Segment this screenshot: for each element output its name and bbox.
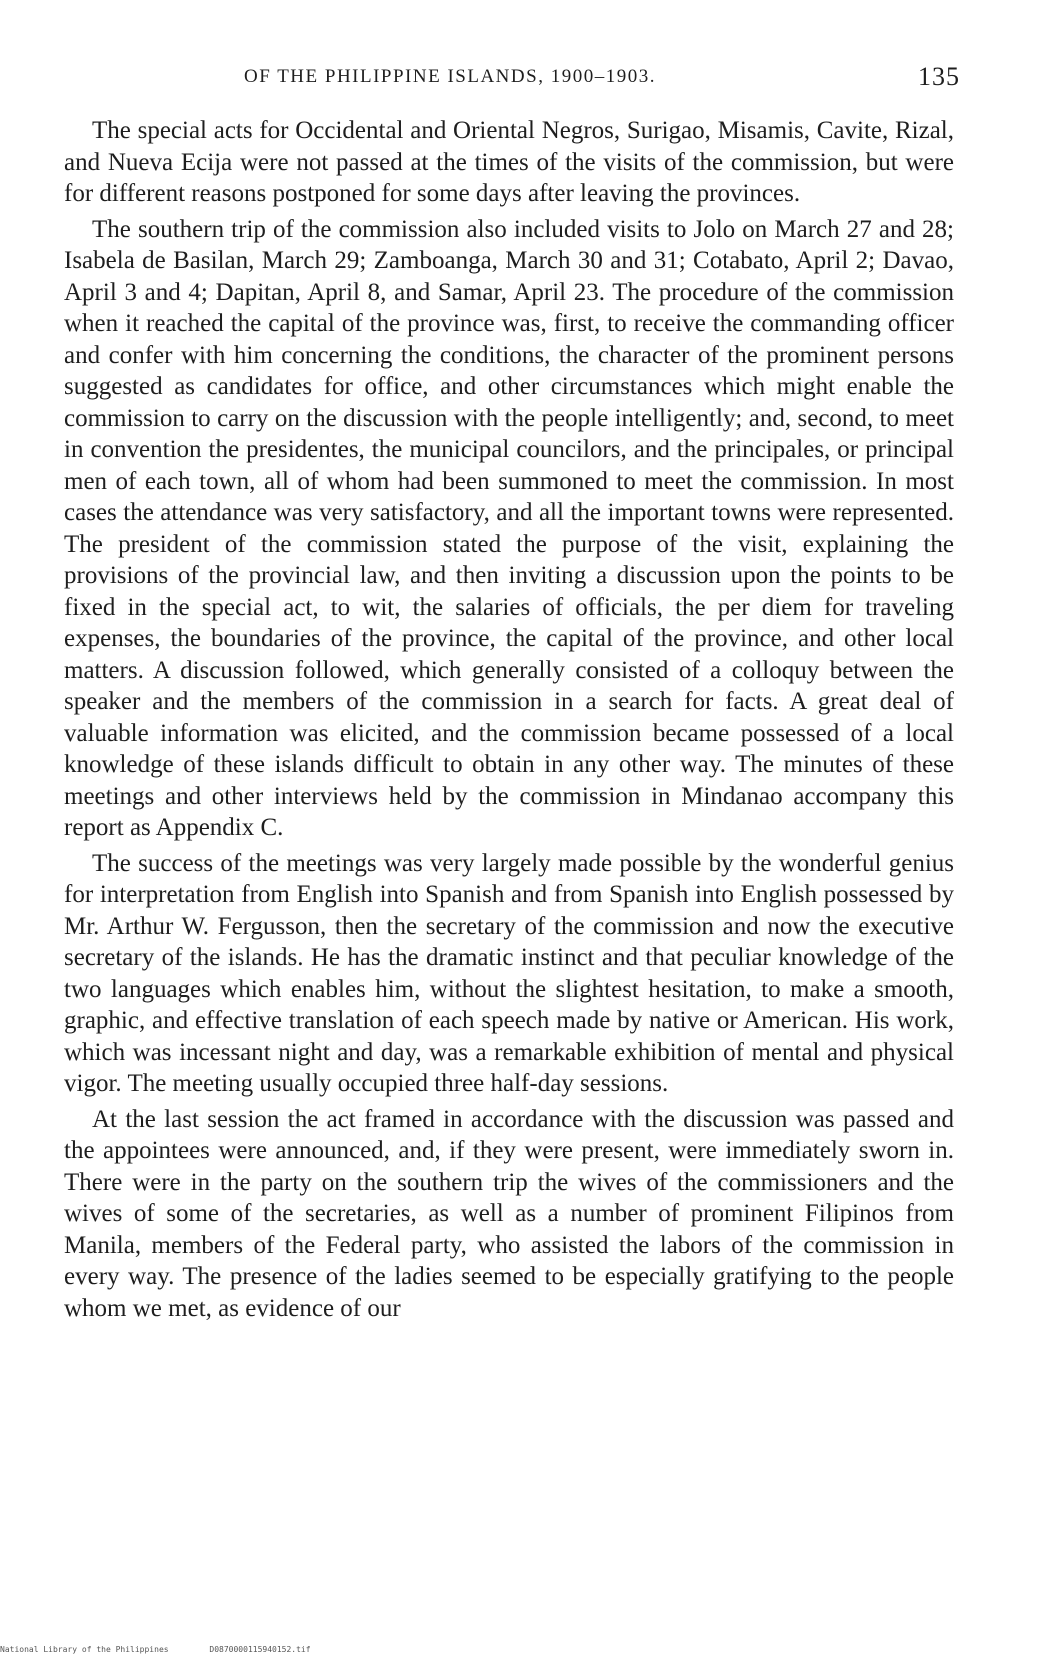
page-number: 135: [918, 62, 960, 91]
library-credit: National Library of the Philippines: [0, 1645, 169, 1654]
file-id: D0870000115940152.tif: [209, 1645, 311, 1654]
paragraph: The southern trip of the commission also included visits to Jolo on March 27 and 28; Isabela de Basilan, March 29; Zamboanga, March 30 and 31; Cotabato, April 2; Davao, April 3 and 4; Dapitan, April 8, and Samar, April 23. The procedure of the commission when it reached the capital of the province was, first, to receive the commanding officer and confer with him concerning the conditions, the character of the prominent persons suggested as candidates for office, and other circumstances which might enable the commission to carry on the discussion with the people intelligently; and, second, to meet in convention the presidentes, the municipal councilors, and the principales, or principal men of each town, all of whom had been summoned to meet the commission. In most cases the attendance was very satisfactory, and all the important towns were represented. The president of the commission stated the purpose of the visit, explaining the provisions of the provincial law, and then inviting a discussion upon the points to be fixed in the special act, to wit, the salaries of officials, the per diem for traveling expenses, the boundaries of the province, the capital of the province, and other local matters. A discussion followed, which generally consisted of a colloquy between the speaker and the members of the commission in a search for facts. A great deal of valuable information was elicited, and the commission became possessed of a local knowledge of these islands difficult to obtain in any other way. The minutes of these meetings and other interviews held by the commission in Mindanao accompany this report as Appendix C.: [64, 215, 954, 841]
paragraph: The special acts for Occidental and Oriental Negros, Surigao, Misamis, Cavite, Rizal, and Nueva Ecija were not passed at the times of the visits of the commission, but were for different reasons postponed for some days after leaving the provinces.: [64, 117, 954, 207]
running-head: OF THE PHILIPPINE ISLANDS, 1900–1903.: [244, 66, 656, 87]
body-text: [64, 115, 954, 1328]
scan-footer: [0, 1645, 311, 1654]
paragraph: At the last session the act framed in accordance with the discussion was passed and the appointees were announced, and, if they were present, were immediately sworn in. There were in the party on the southern trip the wives of the commissioners and the wives of some of the secretaries, as well as a number of prominent Filipinos from Manila, members of the Federal party, who assisted the labors of the commission in every way. The presence of the ladies seemed to be especially gratifying to the people whom we met, as evidence of our: [64, 1105, 954, 1322]
paragraph: The success of the meetings was very largely made possible by the wonderful genius for interpretation from English into Spanish and from Spanish into English possessed by Mr. Arthur W. Fergusson, then the secretary of the commission and now the executive secretary of the islands. He has the dramatic instinct and that peculiar knowledge of the two languages which enables him, without the slightest hesitation, to make a smooth, graphic, and effective translation of each speech made by native or American. His work, which was incessant night and day, was a remarkable exhibition of mental and physical vigor. The meeting usually occupied three half-day sessions.: [64, 849, 954, 1097]
